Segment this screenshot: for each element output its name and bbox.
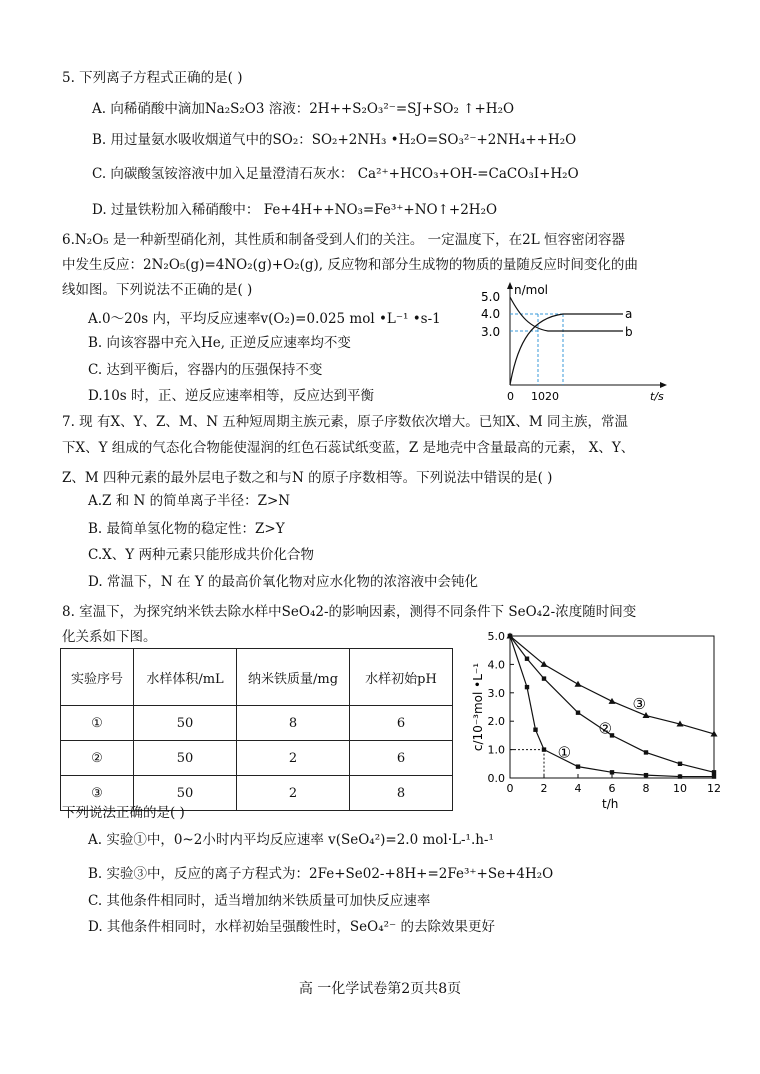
q7-stem-line2: 下X、Y 组成的气态化合物能使湿润的红色石蕊试纸变蓝，Z 是地壳中含量最高的元素， X、Y、	[62, 440, 635, 456]
data-point	[609, 698, 616, 704]
q5-option-d: D. 过量铁粉加入稀硝酸中： Fe+4H++NO₃=Fe³⁺+NO↑+2H₂O	[92, 202, 498, 218]
series-line-2	[510, 636, 714, 772]
series-label-1: ①	[557, 743, 572, 762]
q5-option-a: A. 向稀硝酸中滴加Na₂S₂O3 溶液：2H++S₂O₃²⁻=SJ+SO₂ ↑+H₂O	[92, 101, 515, 117]
q6-ytick-3: 3.0	[481, 325, 501, 339]
q8-prompt: 下列说法正确的是( )	[62, 805, 185, 821]
data-point	[678, 762, 682, 766]
q7-option-d: D. 常温下，N 在 Y 的最高价氧化物对应水化物的浓溶液中会钝化	[88, 574, 479, 590]
q6-ylabel: n/mol	[514, 283, 549, 297]
q5-stem: 5. 下列离子方程式正确的是( )	[62, 70, 243, 86]
q8-stem-line1: 8. 室温下，为探究纳米铁去除水样中SeO₄2-的影响因素，测得不同条件下 SeO₄2-浓度随时间变	[62, 604, 637, 620]
x-axis-label: t/h	[602, 797, 619, 811]
table-cell: 6	[350, 706, 453, 741]
q6-xtick-0: 0	[507, 390, 514, 403]
data-point	[525, 685, 529, 689]
table-cell: ①	[61, 706, 134, 741]
q6-stem-line3: 线如图。下列说法不正确的是( )	[62, 282, 253, 298]
table-header-row	[61, 649, 453, 706]
table-header-cell: 水样初始pH	[350, 649, 453, 706]
table-cell: ③	[61, 776, 134, 811]
x-tick-label: 8	[642, 782, 650, 795]
table-cell: 2	[237, 741, 350, 776]
q7-option-c: C.X、Y 两种元素只能形成共价化合物	[88, 547, 314, 563]
table-cell: 2	[237, 776, 350, 811]
data-point	[644, 750, 648, 754]
q8-option-d: D. 其他条件相同时，水样初始呈强酸性时，SeO₄²⁻ 的去除效果更好	[88, 919, 495, 935]
table-cell: ②	[61, 741, 134, 776]
series-label-3: ③	[632, 695, 646, 714]
q6-option-b: B. 向该容器中充入He, 正逆反应速率均不变	[88, 335, 351, 351]
table-header-cell: 纳米铁质量/mg	[237, 649, 350, 706]
q6-xlabel: t/s	[650, 390, 664, 403]
x-tick-label: 12	[707, 782, 721, 795]
table-cell: 50	[134, 776, 237, 811]
q8-experiment-table	[60, 648, 453, 811]
table-cell: 50	[134, 741, 237, 776]
data-point	[533, 728, 537, 732]
data-point	[678, 774, 682, 778]
x-tick-label: 0	[506, 782, 514, 795]
q6-ytick-4: 4.0	[481, 307, 501, 321]
q5-option-b: B. 用过量氨水吸收烟道气中的SO₂：SO₂+2NH₃ •H₂O=SO₃²⁻+2NH₄++H₂O	[92, 132, 577, 148]
q7-stem-line1: 7. 现 有X、Y、Z、M、N 五种短周期主族元素，原子序数依次增大。已知X、M 同主族，常温	[62, 414, 629, 430]
q8-option-c: C. 其他条件相同时，适当增加纳米铁质量可加快反应速率	[88, 893, 431, 909]
data-point	[610, 770, 614, 774]
q6-option-c: C. 达到平衡后，容器内的压强保持不变	[88, 362, 323, 378]
data-point	[575, 681, 582, 687]
q6-stem-line1: 6.N₂O₅ 是一种新型硝化剂，其性质和制备受到人们的关注。 一定温度下，在2L 恒容密闭容器	[62, 232, 626, 248]
data-point	[644, 773, 648, 777]
series-line-3	[510, 636, 714, 734]
data-point	[576, 764, 580, 768]
q8-chart	[462, 622, 730, 818]
x-tick-label: 10	[673, 782, 687, 795]
y-tick-label: 3.0	[487, 686, 505, 700]
data-point	[712, 770, 716, 774]
y-tick-label: 1.0	[487, 743, 505, 757]
q6-xtick-1020: 1020	[531, 390, 559, 403]
data-point	[712, 774, 716, 778]
data-point	[525, 657, 529, 661]
x-tick-label: 6	[608, 782, 616, 795]
table-cell: 8	[237, 706, 350, 741]
q8-option-b: B. 实验③中，反应的离子方程式为：2Fe+Se02-+8H+=2Fe³⁺+Se+4H₂O	[88, 866, 554, 882]
q6-stem-line2: 中发生反应：2N₂O₅(g)=4NO₂(g)+O₂(g), 反应物和部分生成物的物质的量随反应时间变化的曲	[62, 257, 638, 273]
q6-option-d: D.10s 时，正、逆反应速率相等，反应达到平衡	[88, 388, 375, 404]
q5-option-c: C. 向碳酸氢铵溶液中加入足量澄清石灰水： Ca²⁺+HCO₃+OH-=CaCO₃I+H₂O	[92, 166, 579, 182]
q6-option-a: A.0～20s 内，平均反应速率v(O₂)=0.025 mol •L⁻¹ •s-1	[88, 311, 441, 327]
series-label-2: ②	[598, 719, 612, 738]
table-cell: 8	[350, 776, 453, 811]
q6-curve-b-label: b	[625, 325, 633, 339]
q6-curve-a	[510, 314, 623, 385]
q7-stem-line3: Z、M 四种元素的最外层电子数之和与N 的原子序数相等。下列说法中错误的是( )	[62, 470, 553, 486]
q6-chart	[478, 280, 678, 405]
page-footer: 高 一化学试卷第2页共8页	[298, 981, 462, 997]
table-row	[61, 706, 453, 741]
y-axis-label: c/10⁻³mol •L⁻¹	[471, 662, 485, 752]
y-tick-label: 2.0	[487, 715, 505, 729]
x-tick-label: 2	[540, 782, 548, 795]
y-tick-label: 5.0	[487, 630, 505, 643]
table-header-cell: 水样体积/mL	[134, 649, 237, 706]
y-tick-label: 0.0	[487, 772, 505, 785]
data-point	[542, 676, 546, 680]
q6-ytick-5: 5.0	[481, 290, 501, 304]
table-row	[61, 741, 453, 776]
table-header-cell: 实验序号	[61, 649, 134, 706]
y-tick-label: 4.0	[487, 658, 505, 672]
series-line-1	[510, 636, 714, 777]
data-point	[576, 710, 580, 714]
x-tick-label: 4	[574, 782, 582, 795]
q7-option-a: A.Z 和 N 的简单离子半径：Z>N	[88, 493, 291, 509]
plot-frame	[510, 636, 714, 778]
q8-option-a: A. 实验①中，0~2小时内平均反应速率 v(SeO₄²)=2.0 mol·L-¹.h-¹	[88, 832, 494, 848]
table-cell: 50	[134, 706, 237, 741]
table-cell: 6	[350, 741, 453, 776]
q8-stem-line2: 化关系如下图。	[62, 629, 157, 645]
q6-curve-a-label: a	[625, 307, 633, 321]
q7-option-b: B. 最简单氢化物的稳定性：Z>Y	[88, 521, 285, 537]
data-point	[542, 747, 546, 751]
